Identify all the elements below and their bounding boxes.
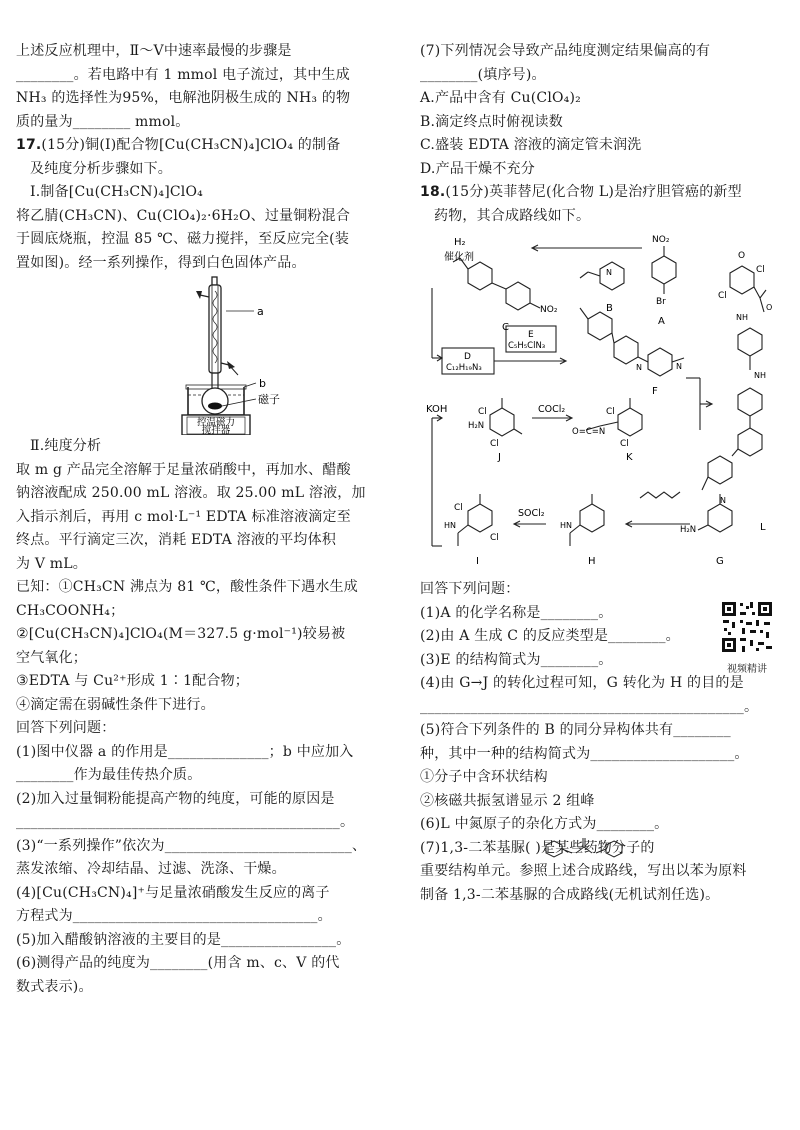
question-line: (2)加入过量铜粉能提高产物的纯度，可能的原因是 bbox=[16, 790, 335, 807]
label-I: I bbox=[476, 556, 479, 567]
text-line: (15分)铜(Ⅰ)配合物[Cu(CH₃CN)₄]ClO₄ 的制备 bbox=[41, 137, 341, 153]
question-line: (4)[Cu(CH₃CN)₄]⁺与足量浓硝酸发生反应的离子 bbox=[16, 884, 330, 901]
stirrer-label: 控温磁力 bbox=[196, 417, 236, 428]
text-line: 回答下列问题： bbox=[16, 720, 116, 736]
text-line: 空气氧化； bbox=[16, 649, 87, 666]
synthesis-route-diagram bbox=[420, 228, 780, 578]
svg-text:NO₂: NO₂ bbox=[540, 305, 558, 315]
diphenylurea-structure bbox=[544, 835, 624, 859]
svg-text:Cl: Cl bbox=[490, 439, 499, 449]
svg-text:HN: HN bbox=[560, 521, 572, 530]
formula-D: C₁₂H₁₉N₃ bbox=[446, 363, 482, 373]
option-a: A.产品中含有 Cu(ClO₄)₂ bbox=[420, 90, 581, 106]
text-line: NH₃ 的选择性为95%，电解池阴极生成的 NH₃ 的物 bbox=[16, 90, 351, 106]
question-number: 17. bbox=[16, 137, 42, 153]
label-G: G bbox=[716, 556, 724, 567]
label-D: D bbox=[464, 352, 471, 362]
text-line: 于圆底烧瓶，控温 85 ℃、磁力搅拌，至反应完全(装 bbox=[16, 231, 350, 247]
text-line: 终点。平行滴定三次，消耗 EDTA 溶液的平均体积 bbox=[16, 532, 337, 548]
section-title: Ⅱ.纯度分析 bbox=[30, 438, 102, 454]
text-line: 已知：①CH₃CN 沸点为 81 ℃，酸性条件下遇水生成 bbox=[16, 579, 358, 595]
option-d: D.产品干燥不充分 bbox=[420, 160, 535, 177]
question-line: (3)E 的结构简式为________。 bbox=[420, 651, 613, 668]
label-a: a bbox=[257, 305, 264, 318]
condition-line: ②核磁共振氢谱显示 2 组峰 bbox=[420, 792, 595, 809]
question-line bbox=[420, 837, 780, 861]
question-line: 蒸发浓缩、冷却结晶、过滤、洗涤、干燥。 bbox=[16, 861, 286, 877]
question-line: ________(填序号)。 bbox=[420, 66, 546, 83]
text-line: 上述反应机理中，Ⅱ～Ⅴ中速率最慢的步骤是 bbox=[16, 43, 292, 59]
svg-text:N: N bbox=[606, 268, 612, 277]
text-line: 质的量为________ mmol。 bbox=[16, 113, 190, 130]
text-line: 回答下列问题： bbox=[420, 581, 520, 597]
svg-text:O=C=N: O=C=N bbox=[572, 427, 606, 437]
text-line: 药物，其合成路线如下。 bbox=[434, 207, 591, 224]
text-line: (7)1,3-二苯基脲( )是某些药物分子的 bbox=[420, 839, 655, 856]
label-B: B bbox=[606, 303, 613, 314]
svg-text:Cl: Cl bbox=[718, 291, 727, 301]
label-A: A bbox=[658, 316, 665, 327]
answer-blank-line: _____________________________________________。 bbox=[420, 698, 759, 715]
svg-text:H₂N: H₂N bbox=[680, 525, 697, 535]
svg-text:Cl: Cl bbox=[606, 407, 615, 417]
text-line: ④滴定需在弱碱性条件下进行。 bbox=[16, 696, 215, 713]
question-line: 重要结构单元。参照上述合成路线，写出以苯为原料 bbox=[420, 863, 747, 879]
condition-line: ①分子中含环状结构 bbox=[420, 769, 548, 785]
label-J: J bbox=[498, 452, 501, 463]
formula-E: C₅H₅ClN₃ bbox=[508, 341, 546, 351]
section-title: Ⅰ.制备[Cu(CH₃CN)₄]ClO₄ bbox=[30, 184, 203, 200]
reflux-apparatus-diagram bbox=[16, 275, 388, 435]
option-c: C.盛装 EDTA 溶液的滴定管未润洗 bbox=[420, 137, 642, 153]
question-line: 制备 1,3-二苯基脲的合成路线(无机试剂任选)。 bbox=[420, 886, 720, 903]
svg-text:Cl: Cl bbox=[490, 533, 499, 543]
reagent-koh: KOH bbox=[426, 404, 448, 415]
svg-text:N: N bbox=[720, 496, 726, 505]
svg-text:Cl: Cl bbox=[478, 407, 487, 417]
left-column bbox=[16, 40, 388, 999]
question-line: (2)由 A 生成 C 的反应类型是________。 bbox=[420, 628, 680, 644]
svg-text:O: O bbox=[766, 303, 773, 312]
text-line: 入指示剂后，再用 c mol·L⁻¹ EDTA 标准溶液滴定至 bbox=[16, 508, 351, 525]
label-L: L bbox=[760, 522, 766, 533]
svg-text:N: N bbox=[636, 363, 642, 372]
apparatus-figure bbox=[16, 275, 388, 435]
stirrer-label: 搅拌器 bbox=[201, 425, 231, 435]
question-18-header bbox=[420, 181, 780, 205]
question-line: 种，其中一种的结构简式为____________________。 bbox=[420, 745, 749, 762]
text-line: 钠溶液配成 250.00 mL 溶液。取 25.00 mL 溶液，加 bbox=[16, 485, 366, 501]
label-H: H bbox=[588, 556, 596, 567]
synthesis-scheme bbox=[420, 228, 780, 578]
qr-caption: 视频精讲 bbox=[727, 664, 767, 675]
svg-text:HN: HN bbox=[444, 521, 456, 530]
svg-text:Cl: Cl bbox=[620, 439, 629, 449]
option-b: B.滴定终点时俯视读数 bbox=[420, 113, 563, 130]
text-line: 及纯度分析步骤如下。 bbox=[30, 160, 172, 177]
question-line: ________作为最佳传热介质。 bbox=[16, 767, 202, 783]
text-line: CH₃COONH₄； bbox=[16, 602, 125, 619]
text-line: 取 m g 产品完全溶解于足量浓硝酸中，再加水、醋酸 bbox=[16, 461, 351, 478]
question-line: 方程式为__________________________________。 bbox=[16, 908, 332, 924]
reagent-cocl2: COCl₂ bbox=[538, 404, 566, 415]
label-F: F bbox=[652, 386, 658, 397]
text-line: 为 V mL。 bbox=[16, 555, 87, 572]
svg-text:Br: Br bbox=[656, 297, 666, 307]
svg-text:NH: NH bbox=[736, 313, 748, 322]
text-line: (15分)英菲替尼(化合物 L)是治疗胆管癌的新型 bbox=[445, 184, 742, 200]
question-line: (6)测得产品的纯度为________(用含 m、c、V 的代 bbox=[16, 955, 340, 971]
svg-text:NH: NH bbox=[754, 371, 766, 380]
label-stir-bar: 磁子 bbox=[258, 393, 280, 406]
question-line: (5)加入醋酸钠溶液的主要目的是________________。 bbox=[16, 931, 351, 948]
reagent-socl2: SOCl₂ bbox=[518, 508, 545, 519]
text-line: 置如图)。经一系列操作，得到白色固体产品。 bbox=[16, 254, 306, 271]
text-line: ②[Cu(CH₃CN)₄]ClO₄(M＝327.5 g·mol⁻¹)较易被 bbox=[16, 626, 346, 642]
question-line: (1)图中仪器 a 的作用是______________；b 中应加入 bbox=[16, 743, 354, 760]
reagent-h2: H₂ bbox=[454, 237, 466, 248]
question-number: 18. bbox=[420, 184, 446, 200]
qr-code-icon bbox=[720, 600, 774, 654]
question-line: (5)符合下列条件的 B 的同分异构体共有________ bbox=[420, 722, 731, 738]
text-line: 将乙腈(CH₃CN)、Cu(ClO₄)₂·6H₂O、过量铜粉混合 bbox=[16, 207, 351, 224]
label-E: E bbox=[528, 330, 534, 340]
svg-text:H₂N: H₂N bbox=[468, 421, 485, 431]
text-line: ________。若电路中有 1 mmol 电子流过，其中生成 bbox=[16, 66, 350, 83]
label-C: C bbox=[502, 322, 509, 333]
question-17-header bbox=[16, 134, 388, 158]
question-line: (4)由 G→J 的转化过程可知，G 转化为 H 的目的是 bbox=[420, 675, 744, 691]
label-K: K bbox=[626, 452, 633, 463]
question-line: (3)“一系列操作”依次为__________________________、 bbox=[16, 837, 367, 854]
question-line: 数式表示)。 bbox=[16, 978, 93, 995]
svg-text:Cl: Cl bbox=[454, 503, 463, 513]
svg-text:NO₂: NO₂ bbox=[652, 235, 670, 245]
reagent-catalyst: 催化剂 bbox=[444, 252, 474, 263]
text-line: ③EDTA 与 Cu²⁺形成 1∶1配合物； bbox=[16, 673, 249, 689]
qr-code[interactable] bbox=[720, 600, 774, 675]
question-line: (6)L 中氮原子的杂化方式为________。 bbox=[420, 816, 669, 832]
svg-text:O: O bbox=[738, 251, 746, 261]
question-line: (7)下列情况会导致产品纯度测定结果偏高的有 bbox=[420, 43, 711, 59]
svg-text:N: N bbox=[676, 362, 682, 371]
svg-text:Cl: Cl bbox=[756, 265, 765, 275]
right-column bbox=[420, 40, 780, 907]
question-line: (1)A 的化学名称是________。 bbox=[420, 604, 613, 621]
answer-blank-line: _____________________________________________。 bbox=[16, 814, 355, 830]
label-b: b bbox=[259, 377, 266, 390]
